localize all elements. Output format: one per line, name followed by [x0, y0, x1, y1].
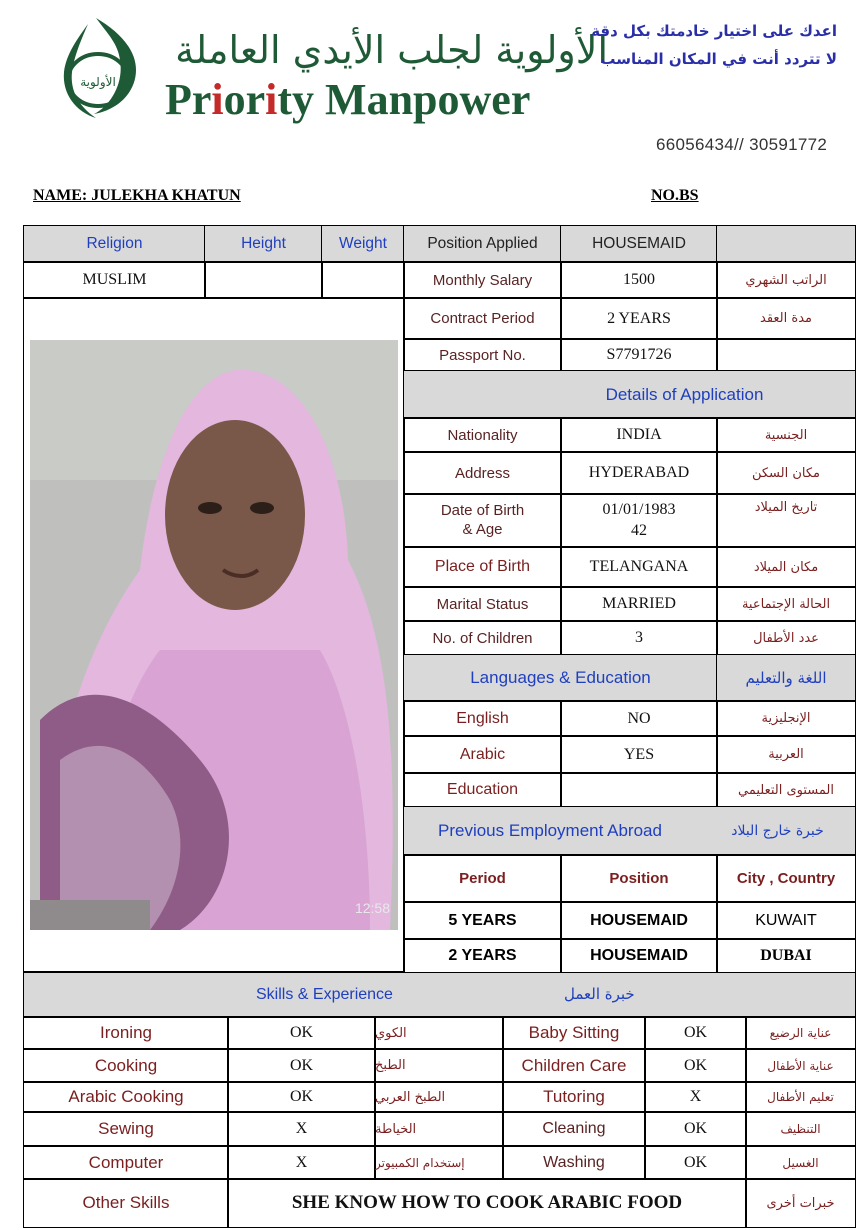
weight-header: Weight: [321, 225, 405, 263]
nationality-arabic: الجنسية: [716, 417, 856, 453]
english-label: English: [403, 700, 562, 737]
arabic-value: YES: [560, 735, 718, 774]
employment-row1-period: 5 YEARS: [403, 901, 562, 940]
dob-label-line2: & Age: [462, 520, 503, 538]
skill-washing-arabic: الغسيل: [745, 1145, 856, 1180]
employment-row2-period: 2 YEARS: [403, 938, 562, 974]
languages-heading: Languages & Education: [403, 654, 718, 702]
dob-value: [560, 493, 718, 548]
skill-sewing-value: X: [227, 1111, 376, 1147]
skill-ironing-label: Ironing: [23, 1016, 229, 1050]
skill-computer-value: X: [227, 1145, 376, 1180]
skill-arabic-cooking-label: Arabic Cooking: [23, 1081, 229, 1113]
other-skills-value: SHE KNOW HOW TO COOK ARABIC FOOD: [227, 1178, 747, 1228]
employment-col-city: City , Country: [716, 854, 856, 903]
education-value: [560, 772, 718, 808]
dob-arabic: تاريخ الميلاد: [716, 493, 856, 548]
skill-sewing-label: Sewing: [23, 1111, 229, 1147]
employment-heading-arabic: خبرة خارج البلاد: [700, 807, 855, 855]
skill-baby-sitting-value: OK: [644, 1016, 747, 1050]
arabic-label: Arabic: [403, 735, 562, 774]
english-value: NO: [560, 700, 718, 737]
dob-label-line1: Date of Birth: [440, 501, 525, 519]
address-label: Address: [403, 451, 562, 495]
contract-period-arabic: مدة العقد: [716, 297, 856, 340]
nationality-label: Nationality: [403, 417, 562, 453]
position-applied-value: HOUSEMAID: [560, 225, 718, 263]
skill-computer-label: Computer: [23, 1145, 229, 1180]
skill-tutoring-value: X: [644, 1081, 747, 1113]
dob-label: [403, 493, 562, 548]
position-applied-label: Position Applied: [403, 225, 562, 263]
skill-cooking-value: OK: [227, 1048, 376, 1083]
weight-value: [321, 261, 405, 299]
monthly-salary-arabic: الراتب الشهري: [716, 261, 856, 299]
place-of-birth-value: TELANGANA: [560, 546, 718, 588]
skill-cooking-label: Cooking: [23, 1048, 229, 1083]
height-value: [204, 261, 323, 299]
skill-cleaning-value: OK: [644, 1111, 747, 1147]
address-arabic: مكان السكن: [716, 451, 856, 495]
height-header: Height: [204, 225, 323, 263]
children-arabic: عدد الأطفال: [716, 620, 856, 656]
nationality-value: INDIA: [560, 417, 718, 453]
slogan-line-1: اعدك على اختيار خادمتك بكل دقة: [591, 22, 837, 40]
company-logo-emblem: [48, 14, 144, 126]
skill-ironing-value: OK: [227, 1016, 376, 1050]
education-arabic: المستوى التعليمي: [716, 772, 856, 808]
skill-computer-arabic: إستخدام الكمبيوتر: [374, 1145, 504, 1180]
details-heading: Details of Application: [403, 370, 856, 419]
religion-header: Religion: [23, 225, 206, 263]
employment-col-position: Position: [560, 854, 718, 903]
skill-sewing-arabic: الخياطة: [374, 1111, 504, 1147]
dob-value-date: 01/01/1983: [602, 500, 676, 518]
other-skills-label: Other Skills: [23, 1178, 229, 1228]
reference-number: NO.BS: [651, 187, 699, 204]
skill-arabic-cooking-arabic: الطبخ العربي: [374, 1081, 504, 1113]
place-of-birth-arabic: مكان الميلاد: [716, 546, 856, 588]
marital-status-label: Marital Status: [403, 586, 562, 622]
skill-arabic-cooking-value: OK: [227, 1081, 376, 1113]
skill-children-care-arabic: عناية الأطفال: [745, 1048, 856, 1083]
position-arabic-empty: [716, 225, 856, 263]
skill-children-care-value: OK: [644, 1048, 747, 1083]
marital-status-arabic: الحالة الإجتماعية: [716, 586, 856, 622]
age-value: 42: [631, 521, 647, 539]
brand-name-arabic: الأولوية لجلب الأيدي العاملة: [175, 28, 608, 72]
marital-status-value: MARRIED: [560, 586, 718, 622]
skills-heading-arabic: خبرة العمل: [564, 985, 635, 1003]
monthly-salary-value: 1500: [560, 261, 718, 299]
english-arabic: الإنجليزية: [716, 700, 856, 737]
place-of-birth-label: Place of Birth: [403, 546, 562, 588]
skill-cleaning-arabic: التنظيف: [745, 1111, 856, 1147]
skill-tutoring-arabic: تعليم الأطفال: [745, 1081, 856, 1113]
employment-row1-country: KUWAIT: [716, 901, 856, 940]
contract-period-label: Contract Period: [403, 297, 562, 340]
phone-numbers: 66056434// 30591772: [656, 135, 828, 154]
svg-text:الأولوية: الأولوية: [80, 75, 116, 89]
skill-cooking-arabic: الطبخ: [374, 1048, 504, 1083]
skill-washing-value: OK: [644, 1145, 747, 1180]
passport-arabic: [716, 338, 856, 372]
employment-row1-position: HOUSEMAID: [560, 901, 718, 940]
skills-heading: Skills & Experience: [256, 986, 393, 1003]
passport-value: S7791726: [560, 338, 718, 372]
skill-washing-label: Washing: [502, 1145, 646, 1180]
employment-heading-border: [716, 806, 856, 856]
employment-col-period: Period: [403, 854, 562, 903]
skills-heading-bar: [23, 972, 856, 1018]
skill-baby-sitting-label: Baby Sitting: [502, 1016, 646, 1050]
address-value: HYDERABAD: [560, 451, 718, 495]
photo-timestamp: 12:58: [354, 900, 390, 916]
skill-cleaning-label: Cleaning: [502, 1111, 646, 1147]
skill-ironing-arabic: الكوي: [374, 1016, 504, 1050]
slogan-line-2: لا تتردد أنت في المكان المناسب: [600, 50, 837, 68]
languages-heading-arabic: اللغة والتعليم: [716, 654, 856, 702]
contract-period-value: 2 YEARS: [560, 297, 718, 340]
skill-baby-sitting-arabic: عناية الرضيع: [745, 1016, 856, 1050]
employment-heading: Previous Employment Abroad: [403, 806, 718, 856]
brand-name-english: Priority Manpower: [165, 75, 531, 124]
children-value: 3: [560, 620, 718, 656]
arabic-arabic: العربية: [716, 735, 856, 774]
candidate-photo: [30, 340, 398, 930]
employment-row2-country: DUBAI: [716, 938, 856, 974]
employment-row2-position: HOUSEMAID: [560, 938, 718, 974]
monthly-salary-label: Monthly Salary: [403, 261, 562, 299]
education-label: Education: [403, 772, 562, 808]
children-label: No. of Children: [403, 620, 562, 656]
other-skills-arabic: خبرات أخرى: [745, 1178, 856, 1228]
religion-value: MUSLIM: [23, 261, 206, 299]
skill-children-care-label: Children Care: [502, 1048, 646, 1083]
passport-label: Passport No.: [403, 338, 562, 372]
skill-tutoring-label: Tutoring: [502, 1081, 646, 1113]
candidate-name: NAME: JULEKHA KHATUN: [33, 187, 241, 204]
